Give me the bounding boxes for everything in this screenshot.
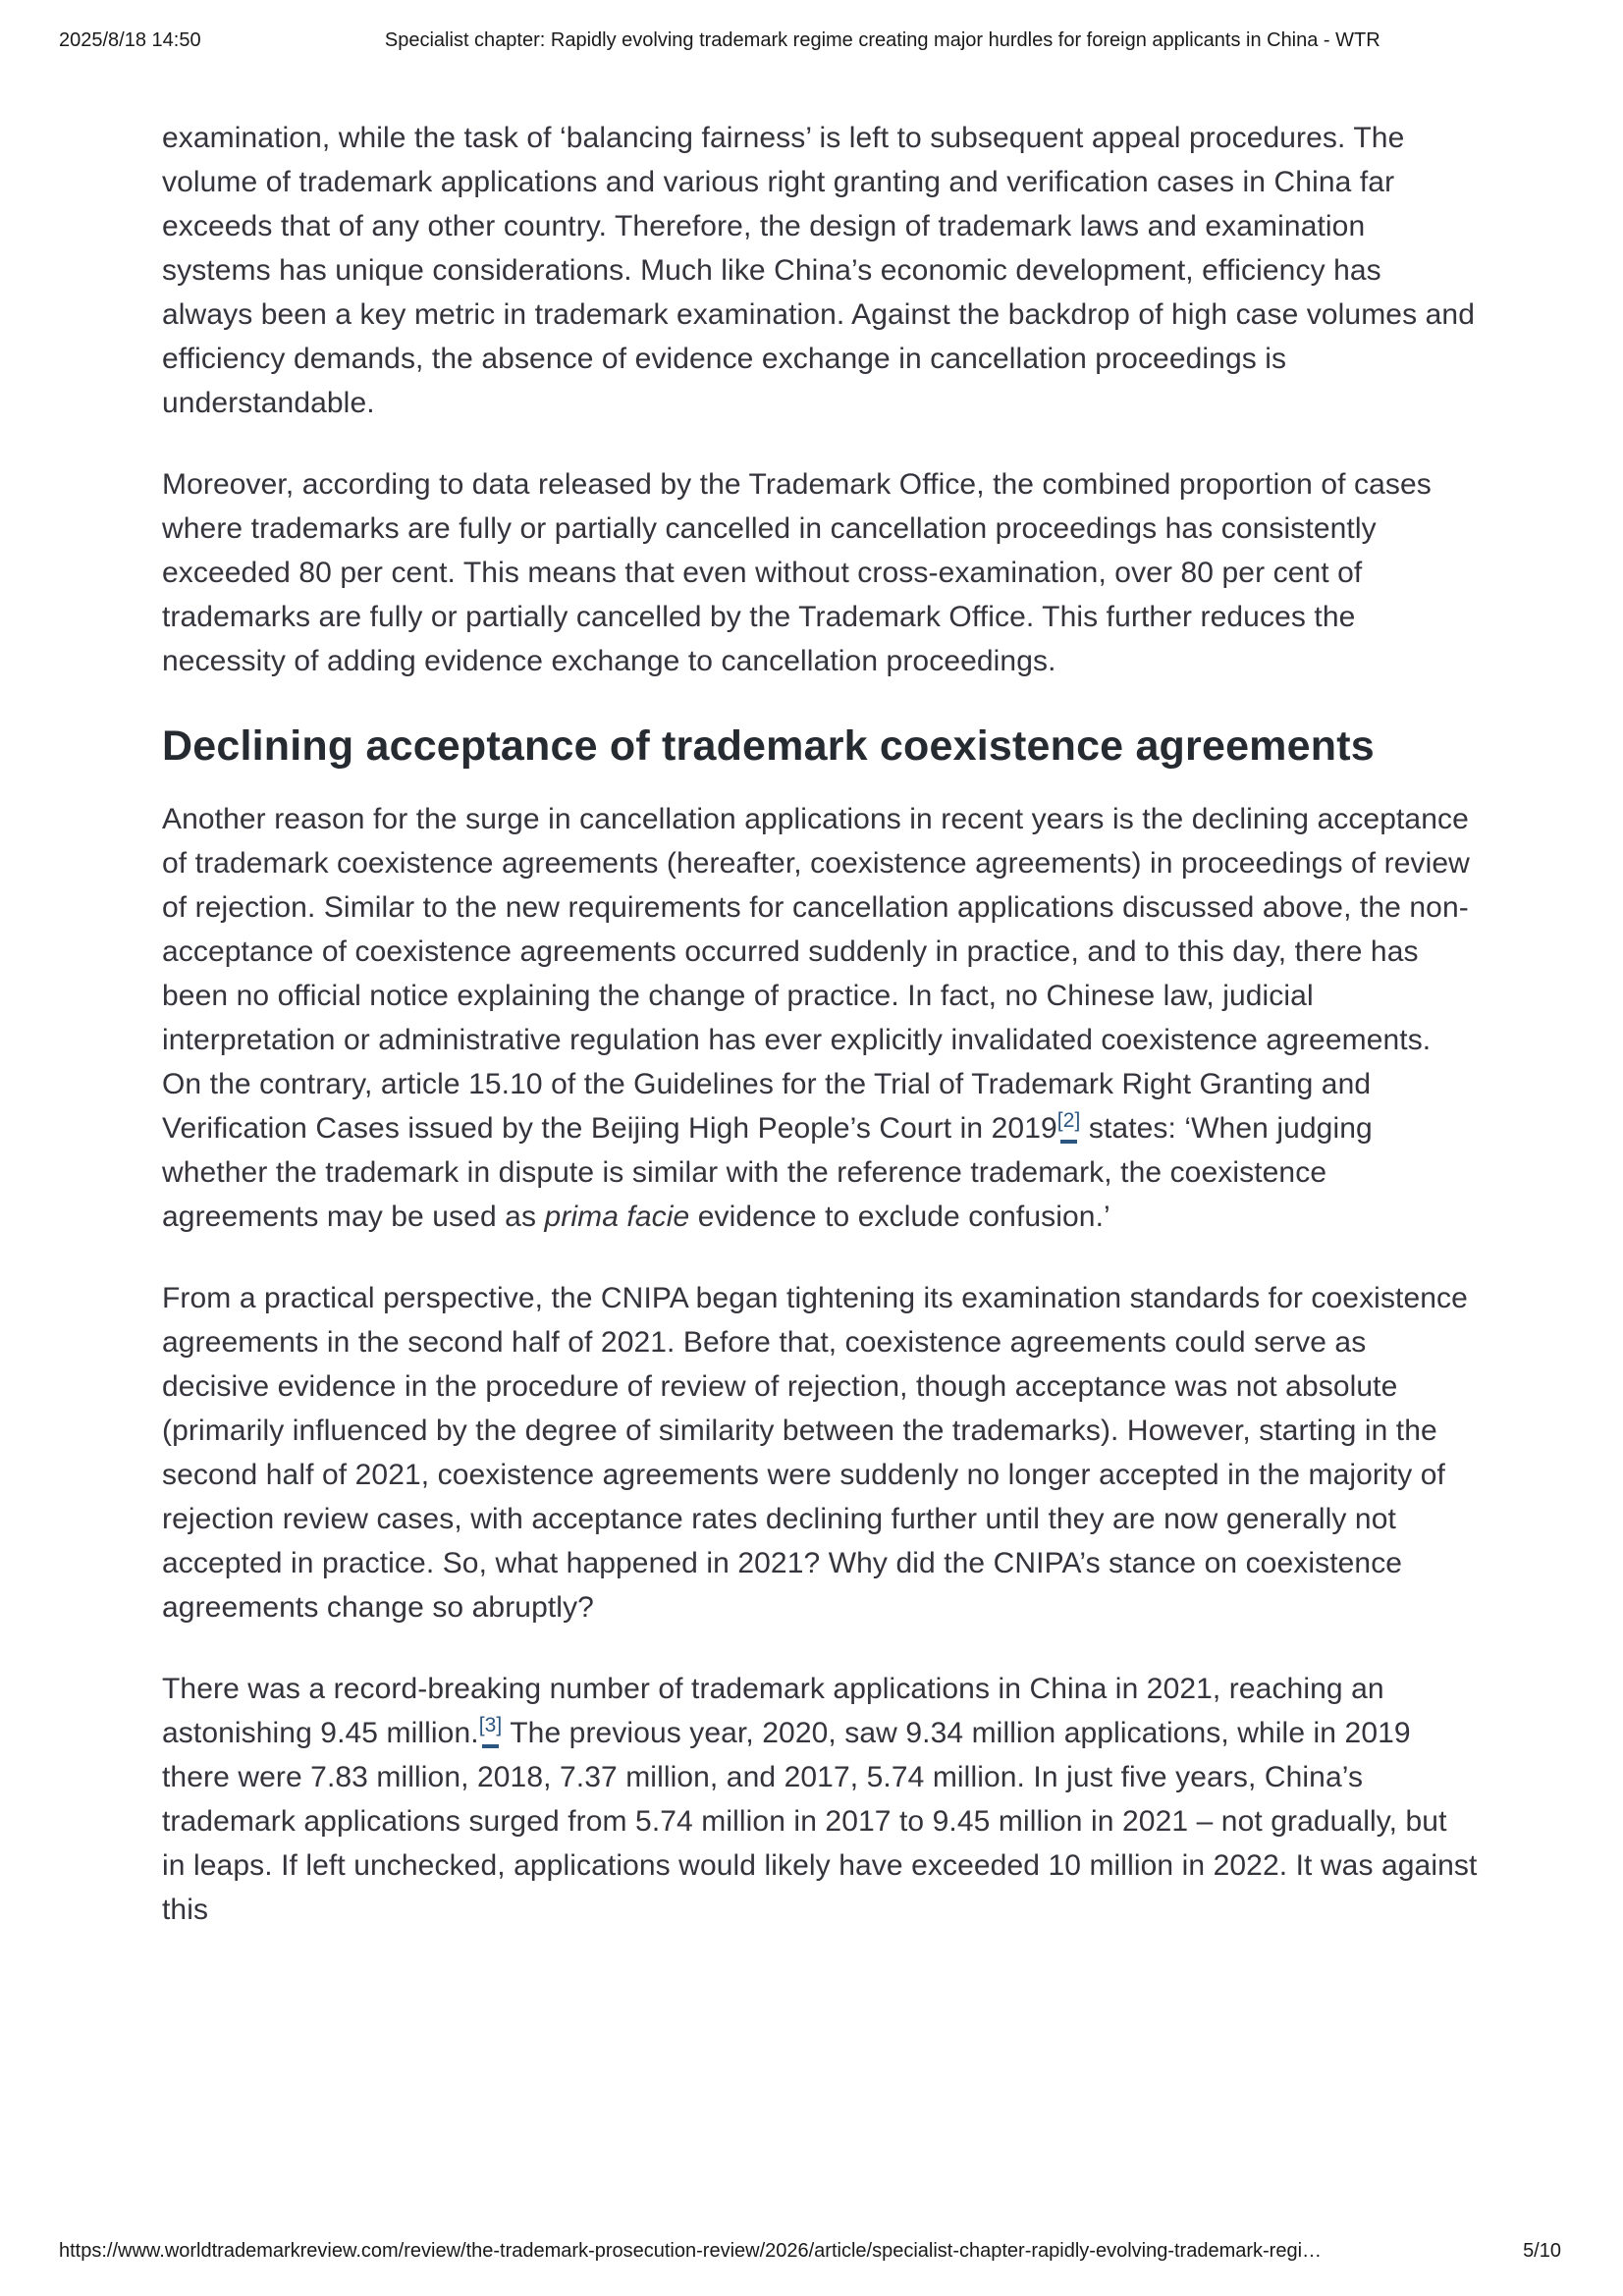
paragraph-application-numbers: There was a record-breaking number of trademark applications in China in 2021, reaching an astonishing 9.45 million.[3] The previous year, 2020, saw 9.34 million applications, while in 2019 there were 7.83 million, 2018, 7.37 million, and 2017, 5.74 million. In just five years, China’s trademark applications surged from 5.74 million in 2017 to 9.45 million in 2021 – not gradually, but in leaps. If left unchecked, applications would likely have exceeded 10 million in 2022. It was against this (162, 1673, 1478, 1926)
paragraph-cnipa-standards (162, 1276, 1478, 1629)
document-title: Specialist chapter: Rapidly evolving trademark regime creating major hurdles for foreign applicants in China - WTR (384, 29, 1380, 51)
text-segment: From a practical perspective, the CNIPA began tightening its examination standards for coexistence agreements in the second half of 2021. Before that, coexistence agreements could serve as decisive evidence in the procedure of review of rejection, though acceptance was not absolute (primarily influenced by the degree of similarity between the trademarks). However, starting in the second half of 2021, coexistence agreements were suddenly no longer accepted in the majority of rejection review cases, with acceptance rates declining further until they are now generally not accepted in practice. So, what happened in 2021? Why did the CNIPA’s stance on coexistence agreements change so abruptly? (162, 1282, 1468, 1624)
text-segment: Another reason for the surge in cancellation applications in recent years is the declining acceptance of trademark coexistence agreements (hereafter, coexistence agreements) in proceedings of review of rejection. Similar to the new requirements for cancellation applications discussed above, the non-acceptance of coexistence agreements occurred suddenly in practice, and to this day, there has been no official notice explaining the change of practice. In fact, no Chinese law, judicial interpretation or administrative regulation has ever explicitly invalidated coexistence agreements. On the contrary, article 15.10 of the Guidelines for the Trial of Trademark Right Granting and Verification Cases issued by the Beijing High People’s Court in 2019 (162, 803, 1470, 1145)
paragraph-trademark-office-data (162, 462, 1478, 683)
print-footer (59, 2240, 1564, 2263)
text-segment: The previous year, 2020, saw 9.34 million applications, while in 2019 there were 7.83 million, 2018, 7.37 million, and 2017, 5.74 million. In just five years, China’s trademark applications surged from 5.74 million in 2017 to 9.45 million in 2021 – not gradually, but in leaps. If left unchecked, applications would likely have exceeded 10 million in 2022. It was against this (162, 1717, 1478, 1926)
article-content (162, 116, 1478, 1969)
text-segment: Moreover, according to data released by the Trademark Office, the combined proportion of cases where trademarks are fully or partially cancelled in cancellation proceedings has consistently exceeded 80 per cent. This means that even without cross-examination, over 80 per cent of trademarks are fully or partially cancelled by the Trademark Office. This further reduces the necessity of adding evidence exchange to cancellation proceedings. (162, 468, 1432, 677)
text-segment: examination, while the task of ‘balancing fairness’ is left to subsequent appeal procedures. The volume of trademark applications and various right granting and verification cases in China far exceeds that of any other country. Therefore, the design of trademark laws and examination systems has unique considerations. Much like China’s economic development, efficiency has always been a key metric in trademark examination. Against the backdrop of high case volumes and efficiency demands, the absence of evidence exchange in cancellation proceedings is understandable. (162, 122, 1475, 419)
section-heading: Declining acceptance of trademark coexistence agreements (162, 722, 1375, 770)
print-header (59, 29, 1564, 52)
paragraph-examination-fairness (162, 116, 1478, 425)
page-number: 5/10 (1523, 2240, 1561, 2262)
text-segment: There was a record-breaking number of trademark applications in China in 2021, reaching an astonishing 9.45 million. (162, 1673, 1384, 1749)
paragraph-coexistence-agreements: Another reason for the surge in cancellation applications in recent years is the declining acceptance of trademark coexistence agreements (hereafter, coexistence agreements) in proceedings of review of rejection. Similar to the new requirements for cancellation applications discussed above, the non-acceptance of coexistence agreements occurred suddenly in practice, and to this day, there has been no official notice explaining the change of practice. In fact, no Chinese law, judicial interpretation or administrative regulation has ever explicitly invalidated coexistence agreements. On the contrary, article 15.10 of the Guidelines for the Trial of Trademark Right Granting and Verification Cases issued by the Beijing High People’s Court in 2019[2] states: ‘When judging whether the trademark in dispute is similar with the reference trademark, the coexistence agreements may be used as prima facie evidence to exclude confusion.’ (162, 803, 1470, 1233)
print-datetime: 2025/8/18 14:50 (59, 29, 201, 51)
text-segment: prima facie (544, 1201, 690, 1233)
text-segment: states: ‘When judging whether the trademark in dispute is similar with the reference trademark, the coexistence agreements may be used as (162, 1112, 1373, 1233)
source-url: https://www.worldtrademarkreview.com/review/the-trademark-prosecution-review/2026/article/specialist-chapter-rapidly-evolving-trademark-regi… (59, 2240, 1323, 2262)
text-segment: evidence to exclude confusion.’ (689, 1201, 1110, 1233)
